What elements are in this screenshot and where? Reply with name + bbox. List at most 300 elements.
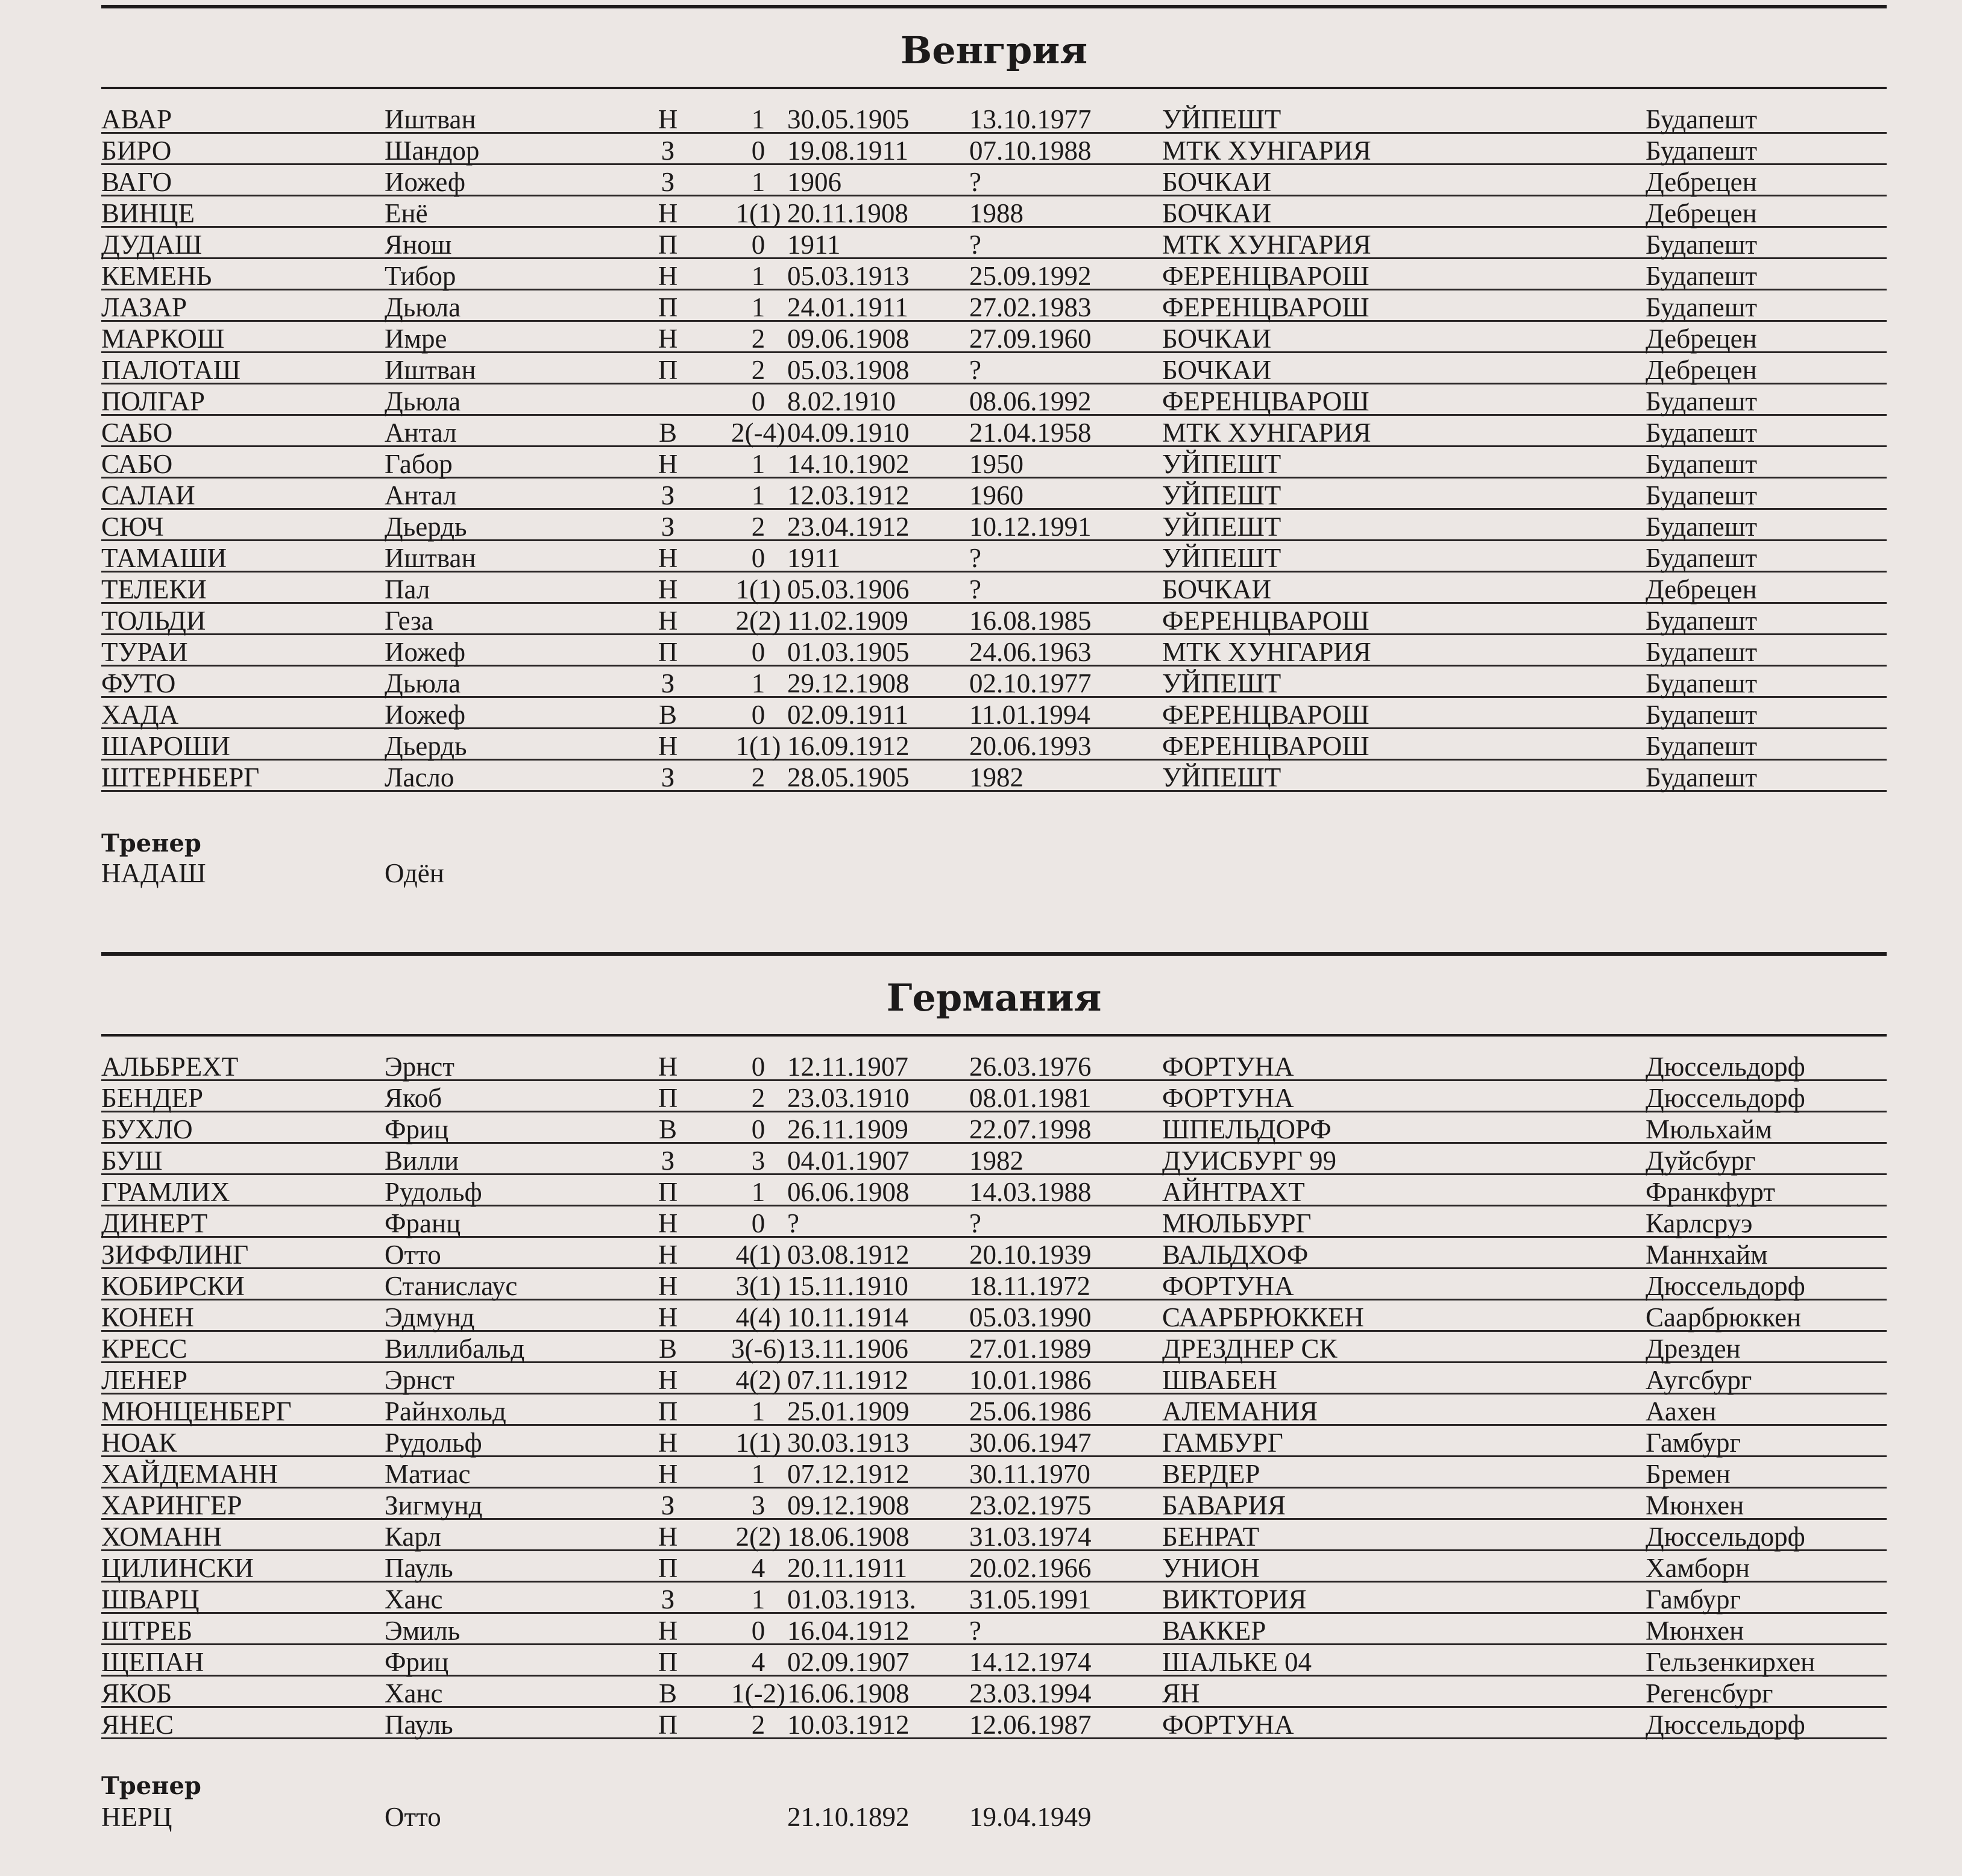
player-name: Рудольф [385, 1428, 482, 1458]
player-died: ? [969, 1208, 981, 1238]
player-name: Фриц [385, 1647, 449, 1677]
player-city: Будапешт [1646, 418, 1758, 448]
player-caps: 2(2) [735, 606, 781, 636]
coach-row [101, 1802, 1887, 1833]
player-born: 29.12.1908 [787, 668, 910, 698]
player-name: Иштван [385, 355, 476, 385]
player-caps: 0 [751, 386, 766, 416]
player-club: ШВАБЕН [1162, 1365, 1277, 1395]
player-surname: ХАРИНГЕР [101, 1490, 242, 1520]
player-born: 1906 [787, 167, 841, 197]
player-died: 11.01.1994 [969, 700, 1090, 730]
player-surname: КОБИРСКИ [101, 1271, 245, 1301]
player-died: 16.08.1985 [969, 606, 1092, 636]
table-row [101, 1363, 1887, 1394]
player-surname: БУХЛО [101, 1114, 193, 1144]
player-born: 1911 [787, 543, 841, 573]
coach-row [101, 858, 1887, 889]
player-city: Будапешт [1646, 700, 1758, 730]
player-city: Гамбург [1646, 1428, 1741, 1458]
player-died: ? [969, 230, 981, 260]
player-name: Дьердь [385, 731, 467, 761]
player-caps: 2 [751, 355, 766, 385]
table-row [101, 1551, 1887, 1583]
player-position: Н [658, 1240, 678, 1270]
player-surname: СЮЧ [101, 512, 164, 542]
player-club: УЙПЕШТ [1162, 512, 1281, 542]
player-position: Н [658, 198, 678, 228]
player-caps: 0 [751, 700, 766, 730]
player-surname: ТУРАИ [101, 637, 188, 667]
player-surname: ТАМАШИ [101, 543, 227, 573]
player-born: 20.11.1911 [787, 1553, 908, 1583]
table-row [101, 353, 1887, 384]
player-died: 27.01.1989 [969, 1334, 1092, 1364]
player-died: 13.10.1977 [969, 104, 1092, 134]
table-row [101, 761, 1887, 792]
player-club: МТК ХУНГАРИЯ [1162, 637, 1371, 667]
player-surname: ШТРЕБ [101, 1616, 193, 1646]
player-caps: 0 [751, 637, 766, 667]
player-name: Иожеф [385, 167, 466, 197]
player-position: З [661, 512, 675, 542]
player-name: Ханс [385, 1584, 443, 1614]
player-position: Н [658, 104, 678, 134]
player-city: Хамборн [1646, 1553, 1750, 1583]
player-born: 26.11.1909 [787, 1114, 908, 1144]
player-position: З [661, 762, 675, 792]
player-club: ФЕРЕНЦВАРОШ [1162, 386, 1369, 416]
player-club: ВАККЕР [1162, 1616, 1266, 1646]
player-born: 02.09.1911 [787, 700, 908, 730]
player-died: 26.03.1976 [969, 1052, 1092, 1082]
player-surname: ЦИЛИНСКИ [101, 1553, 254, 1583]
table-row [101, 228, 1887, 259]
player-caps: 2(2) [735, 1522, 781, 1552]
table-row [101, 635, 1887, 667]
table-row [101, 1520, 1887, 1551]
table-row [101, 573, 1887, 604]
player-name: Эрнст [385, 1365, 454, 1395]
table-row [101, 102, 1887, 134]
player-city: Регенсбург [1646, 1678, 1773, 1708]
player-born: 16.04.1912 [787, 1616, 910, 1646]
player-caps: 1 [751, 1584, 766, 1614]
player-city: Гамбург [1646, 1584, 1741, 1614]
player-club: УЙПЕШТ [1162, 104, 1281, 134]
player-city: Дюссельдорф [1646, 1710, 1805, 1740]
player-died: ? [969, 1616, 981, 1646]
player-born: 05.03.1913 [787, 261, 910, 291]
table-row [101, 478, 1887, 510]
player-died: 08.01.1981 [969, 1083, 1092, 1113]
player-name: Иожеф [385, 700, 466, 730]
player-name: Иожеф [385, 637, 466, 667]
player-position: Н [658, 1052, 678, 1082]
player-born: 13.11.1906 [787, 1334, 908, 1364]
player-caps: 1 [751, 1177, 766, 1207]
player-caps: 1 [751, 668, 766, 698]
player-city: Будапешт [1646, 136, 1758, 166]
player-club: ФОРТУНА [1162, 1083, 1294, 1113]
player-city: Будапешт [1646, 668, 1758, 698]
player-city: Дюссельдорф [1646, 1522, 1805, 1552]
table-row [101, 447, 1887, 478]
table-row [101, 1394, 1887, 1426]
player-caps: 0 [751, 543, 766, 573]
player-position: З [661, 167, 675, 197]
player-caps: 0 [751, 1616, 766, 1646]
player-club: ДУИСБУРГ 99 [1162, 1146, 1337, 1176]
player-died: 25.06.1986 [969, 1396, 1092, 1426]
player-club: ФЕРЕНЦВАРОШ [1162, 292, 1369, 322]
player-caps: 2(-4) [731, 418, 785, 448]
player-born: 16.06.1908 [787, 1678, 910, 1708]
player-name: Дьюла [385, 386, 461, 416]
player-club: УЙПЕШТ [1162, 449, 1281, 479]
table-row [101, 134, 1887, 165]
player-died: 1982 [969, 762, 1023, 792]
player-city: Дебрецен [1646, 324, 1757, 354]
player-surname: АЛЬБРЕХТ [101, 1052, 239, 1082]
player-name: Ханс [385, 1678, 443, 1708]
table-row [101, 322, 1887, 353]
player-caps: 4(1) [735, 1240, 781, 1270]
player-surname: МЮНЦЕНБЕРГ [101, 1396, 292, 1426]
player-club: ВЕРДЕР [1162, 1459, 1260, 1489]
player-surname: КРЕСС [101, 1334, 187, 1364]
player-club: ДРЕЗДНЕР СК [1162, 1334, 1338, 1364]
player-caps: 4 [751, 1647, 766, 1677]
player-name: Якоб [385, 1083, 442, 1113]
player-club: БЕНРАТ [1162, 1522, 1260, 1552]
player-died: ? [969, 543, 981, 573]
table-row [101, 541, 1887, 573]
player-city: Будапешт [1646, 731, 1758, 761]
player-club: УНИОН [1162, 1553, 1260, 1583]
player-surname: САБО [101, 418, 173, 448]
player-surname: НОАК [101, 1428, 177, 1458]
player-surname: ПАЛОТАШ [101, 355, 241, 385]
header-rule [101, 1034, 1887, 1037]
table-row [101, 1583, 1887, 1614]
header-rule [101, 87, 1887, 89]
player-club: МЮЛЬБУРГ [1162, 1208, 1312, 1238]
table-row [101, 384, 1887, 416]
player-city: Саарбрюккен [1646, 1302, 1802, 1332]
player-name: Станислаус [385, 1271, 518, 1301]
player-club: АЛЕМАНИЯ [1162, 1396, 1318, 1426]
table-row [101, 1677, 1887, 1708]
coach-surname: НЕРЦ [101, 1802, 172, 1832]
table-row [101, 290, 1887, 322]
player-club: МТК ХУНГАРИЯ [1162, 136, 1371, 166]
table-row [101, 1645, 1887, 1677]
player-name: Янош [385, 230, 452, 260]
player-club: БОЧКАИ [1162, 167, 1272, 197]
player-surname: ТЕЛЕКИ [101, 574, 207, 604]
player-caps: 1 [751, 292, 766, 322]
player-born: 09.12.1908 [787, 1490, 910, 1520]
player-city: Дебрецен [1646, 198, 1757, 228]
player-position: Н [658, 1365, 678, 1395]
player-surname: ЩЕПАН [101, 1647, 204, 1677]
coach-surname: НАДАШ [101, 858, 206, 888]
player-city: Аахен [1646, 1396, 1717, 1426]
player-name: Зигмунд [385, 1490, 483, 1520]
player-position: П [658, 637, 678, 667]
player-died: 25.09.1992 [969, 261, 1092, 291]
player-born: 18.06.1908 [787, 1522, 910, 1552]
player-born: 19.08.1911 [787, 136, 908, 166]
player-name: Эмиль [385, 1616, 461, 1646]
table-row [101, 1269, 1887, 1300]
table-row [101, 1175, 1887, 1206]
table-row [101, 1081, 1887, 1112]
player-position: З [661, 1490, 675, 1520]
player-club: УЙПЕШТ [1162, 668, 1281, 698]
player-city: Будапешт [1646, 104, 1758, 134]
player-caps: 2 [751, 324, 766, 354]
player-caps: 1(1) [735, 198, 781, 228]
player-died: 1982 [969, 1146, 1023, 1176]
player-caps: 4 [751, 1553, 766, 1583]
player-born: 20.11.1908 [787, 198, 908, 228]
player-city: Будапешт [1646, 480, 1758, 510]
player-city: Дебрецен [1646, 574, 1757, 604]
player-born: 12.11.1907 [787, 1052, 908, 1082]
player-died: 31.05.1991 [969, 1584, 1092, 1614]
player-caps: 0 [751, 1052, 766, 1082]
player-caps: 1 [751, 104, 766, 134]
player-name: Енё [385, 198, 428, 228]
player-surname: ШТЕРНБЕРГ [101, 762, 260, 792]
table-row [101, 259, 1887, 290]
player-died: 23.02.1975 [969, 1490, 1092, 1520]
player-died: 14.12.1974 [969, 1647, 1092, 1677]
player-club: ВИКТОРИЯ [1162, 1584, 1307, 1614]
player-died: ? [969, 355, 981, 385]
player-caps: 3 [751, 1146, 766, 1176]
player-caps: 2 [751, 512, 766, 542]
player-born: 04.09.1910 [787, 418, 910, 448]
player-born: 02.09.1907 [787, 1647, 910, 1677]
table-row [101, 1457, 1887, 1489]
player-position: П [658, 1083, 678, 1113]
player-died: 05.03.1990 [969, 1302, 1092, 1332]
player-died: 1950 [969, 449, 1023, 479]
player-surname: КЕМЕНЬ [101, 261, 212, 291]
player-died: 31.03.1974 [969, 1522, 1092, 1552]
player-born: 07.12.1912 [787, 1459, 910, 1489]
player-caps: 1 [751, 1396, 766, 1426]
player-position: З [661, 480, 675, 510]
player-club: ФЕРЕНЦВАРОШ [1162, 700, 1369, 730]
player-name: Шандор [385, 136, 480, 166]
player-city: Будапешт [1646, 449, 1758, 479]
player-position: Н [658, 449, 678, 479]
coach-name: Отто [385, 1802, 441, 1832]
player-club: ФЕРЕНЦВАРОШ [1162, 731, 1369, 761]
player-surname: БИРО [101, 136, 172, 166]
player-club: ФОРТУНА [1162, 1052, 1294, 1082]
table-row [101, 510, 1887, 541]
player-name: Тибор [385, 261, 456, 291]
coach-died: 19.04.1949 [969, 1802, 1092, 1832]
player-died: 02.10.1977 [969, 668, 1092, 698]
player-died: 20.06.1993 [969, 731, 1092, 761]
player-surname: ЗИФФЛИНГ [101, 1240, 249, 1270]
player-born: 1911 [787, 230, 841, 260]
player-surname: САБО [101, 449, 173, 479]
player-name: Эдмунд [385, 1302, 475, 1332]
player-surname: ЯНЕС [101, 1710, 174, 1740]
player-club: АЙНТРАХТ [1162, 1177, 1305, 1207]
player-died: 30.06.1947 [969, 1428, 1092, 1458]
player-position: Н [658, 261, 678, 291]
player-surname: БЕНДЕР [101, 1083, 204, 1113]
player-club: ШАЛЬКЕ 04 [1162, 1647, 1312, 1677]
table-row [101, 1614, 1887, 1645]
player-city: Мюнхен [1646, 1490, 1744, 1520]
player-position: Н [658, 543, 678, 573]
player-position: Н [658, 731, 678, 761]
player-position: Н [658, 1271, 678, 1301]
player-died: 18.11.1972 [969, 1271, 1090, 1301]
player-died: 12.06.1987 [969, 1710, 1092, 1740]
coach-name: Одён [385, 858, 444, 888]
player-position: З [661, 1584, 675, 1614]
player-club: УЙПЕШТ [1162, 543, 1281, 573]
player-position: П [658, 355, 678, 385]
player-surname: КОНЕН [101, 1302, 194, 1332]
player-position: В [658, 1334, 677, 1364]
player-surname: МАРКОШ [101, 324, 225, 354]
table-row [101, 1708, 1887, 1739]
player-born: 10.11.1914 [787, 1302, 908, 1332]
player-position: П [658, 1647, 678, 1677]
player-name: Карл [385, 1522, 441, 1552]
player-rows [101, 102, 1887, 792]
table-row [101, 1144, 1887, 1175]
player-name: Франц [385, 1208, 461, 1238]
player-club: ФЕРЕНЦВАРОШ [1162, 606, 1369, 636]
player-born: 28.05.1905 [787, 762, 910, 792]
player-died: ? [969, 167, 981, 197]
player-name: Виллибальд [385, 1334, 525, 1364]
player-died: 23.03.1994 [969, 1678, 1092, 1708]
player-club: УЙПЕШТ [1162, 480, 1281, 510]
player-died: 20.02.1966 [969, 1553, 1092, 1583]
player-club: БОЧКАИ [1162, 574, 1272, 604]
player-caps: 2 [751, 1083, 766, 1113]
player-surname: САЛАИ [101, 480, 195, 510]
player-name: Вилли [385, 1146, 459, 1176]
player-name: Антал [385, 480, 457, 510]
coach-label: Тренер [101, 829, 201, 858]
player-surname: ШАРОШИ [101, 731, 230, 761]
player-city: Аугсбург [1646, 1365, 1752, 1395]
player-died: 27.02.1983 [969, 292, 1092, 322]
player-caps: 1 [751, 261, 766, 291]
player-born: 05.03.1906 [787, 574, 910, 604]
top-rule [101, 5, 1887, 8]
player-surname: ХАЙДЕМАНН [101, 1459, 278, 1489]
player-died: 24.06.1963 [969, 637, 1092, 667]
player-caps: 2 [751, 1710, 766, 1740]
player-position: Н [658, 1522, 678, 1552]
player-name: Иштван [385, 104, 476, 134]
player-club: БОЧКАИ [1162, 324, 1272, 354]
player-died: 20.10.1939 [969, 1240, 1092, 1270]
player-club: МТК ХУНГАРИЯ [1162, 418, 1371, 448]
player-city: Гельзенкирхен [1646, 1647, 1816, 1677]
player-city: Дюссельдорф [1646, 1271, 1805, 1301]
player-city: Дюссельдорф [1646, 1052, 1805, 1082]
player-club: СААРБРЮККЕН [1162, 1302, 1364, 1332]
player-club: ФЕРЕНЦВАРОШ [1162, 261, 1369, 291]
player-city: Дюссельдорф [1646, 1083, 1805, 1113]
player-position: Н [658, 1616, 678, 1646]
player-surname: ПОЛГАР [101, 386, 205, 416]
player-position: Н [658, 1428, 678, 1458]
top-rule [101, 952, 1887, 956]
player-name: Райнхольд [385, 1396, 506, 1426]
player-caps: 0 [751, 136, 766, 166]
player-born: 15.11.1910 [787, 1271, 908, 1301]
player-caps: 0 [751, 1208, 766, 1238]
player-died: 1988 [969, 198, 1023, 228]
table-row [101, 698, 1887, 729]
player-position: Н [658, 324, 678, 354]
player-surname: ВИНЦЕ [101, 198, 195, 228]
player-surname: ФУТО [101, 668, 176, 698]
player-caps: 1 [751, 449, 766, 479]
table-row [101, 165, 1887, 196]
player-surname: ГРАМЛИХ [101, 1177, 230, 1207]
player-born: 11.02.1909 [787, 606, 908, 636]
player-name: Пал [385, 574, 430, 604]
player-died: ? [969, 574, 981, 604]
table-row [101, 1050, 1887, 1081]
player-surname: ТОЛЬДИ [101, 606, 206, 636]
player-born: 8.02.1910 [787, 386, 896, 416]
player-position: В [658, 418, 677, 448]
table-row [101, 196, 1887, 228]
player-surname: ДУДАШ [101, 230, 203, 260]
table-row [101, 1489, 1887, 1520]
player-surname: ДИНЕРТ [101, 1208, 208, 1238]
player-city: Будапешт [1646, 637, 1758, 667]
player-caps: 1 [751, 167, 766, 197]
player-position: П [658, 230, 678, 260]
player-caps: 1(1) [735, 574, 781, 604]
player-name: Рудольф [385, 1177, 482, 1207]
player-name: Эрнст [385, 1052, 454, 1082]
country-title: Венгрия [900, 28, 1088, 72]
table-row [101, 729, 1887, 761]
player-position: З [661, 668, 675, 698]
player-caps: 2 [751, 762, 766, 792]
player-surname: АВАР [101, 104, 172, 134]
player-city: Мюнхен [1646, 1616, 1744, 1646]
player-died: 30.11.1970 [969, 1459, 1090, 1489]
player-born: 09.06.1908 [787, 324, 910, 354]
player-city: Дебрецен [1646, 167, 1757, 197]
player-caps: 3 [751, 1490, 766, 1520]
player-born: 01.03.1905 [787, 637, 910, 667]
player-city: Будапешт [1646, 543, 1758, 573]
